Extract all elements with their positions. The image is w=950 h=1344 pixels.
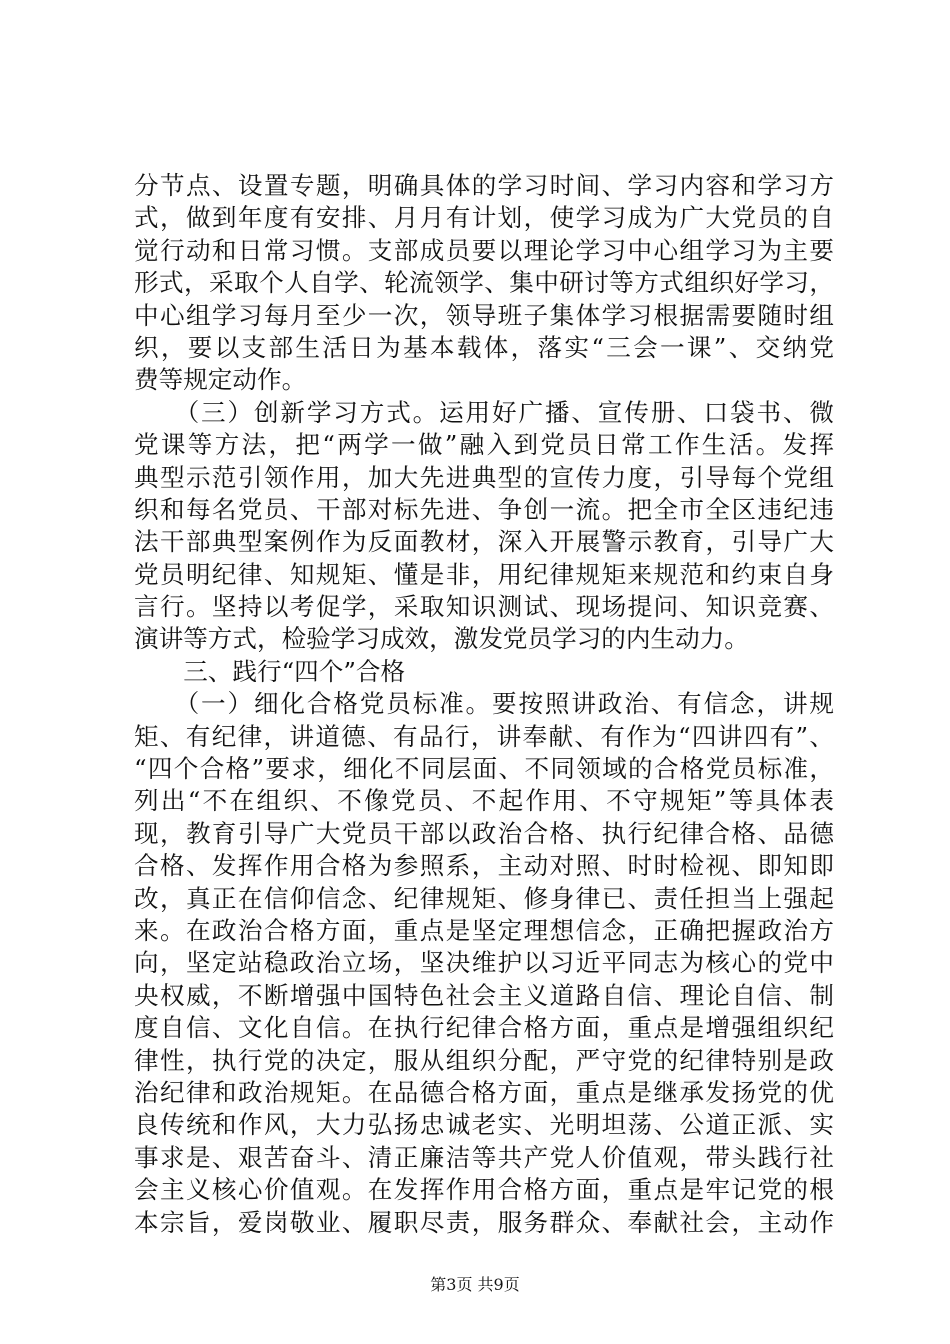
text-line: 本宗旨，爱岗敬业、履职尽责，服务群众、奉献社会，主动作 <box>134 1207 834 1237</box>
page-footer: 第3页 共9页 <box>430 1275 520 1294</box>
text-line: 演讲等方式，检验学习成效，激发党员学习的内生动力。 <box>134 624 749 654</box>
text-line: 式，做到年度有安排、月月有计划，使学习成为广大党员的自 <box>134 203 834 233</box>
text-line: 合格、发挥作用合格为参照系，主动对照、时时检视、即知即 <box>134 851 834 881</box>
text-line: 治纪律和政治规矩。在品德合格方面，重点是继承发扬党的优 <box>134 1077 834 1107</box>
text-line: 良传统和作风，大力弘扬忠诚老实、光明坦荡、公道正派、实 <box>134 1110 834 1140</box>
text-line: 三、践行“四个”合格 <box>134 656 406 686</box>
text-line: 央权威，不断增强中国特色社会主义道路自信、理论自信、制 <box>134 980 834 1010</box>
text-line: 形式，采取个人自学、轮流领学、集中研讨等方式组织好学习， <box>134 268 834 298</box>
text-line: 党员明纪律、知规矩、懂是非，用纪律规矩来规范和约束自身 <box>134 559 834 589</box>
text-line: 费等规定动作。 <box>134 365 307 395</box>
text-line: 度自信、文化自信。在执行纪律合格方面，重点是增强组织纪 <box>134 1013 834 1043</box>
text-line: 会主义核心价值观。在发挥作用合格方面，重点是牢记党的根 <box>134 1175 834 1205</box>
text-line: （三）创新学习方式。运用好广播、宣传册、口袋书、微 <box>134 397 834 427</box>
text-line: 织和每名党员、干部对标先进、争创一流。把全市全区违纪违 <box>134 494 834 524</box>
text-line: “四个合格”要求，细化不同层面、不同领域的合格党员标准， <box>134 754 834 784</box>
text-line: 列出“不在组织、不像党员、不起作用、不守规矩”等具体表 <box>134 786 834 816</box>
text-line: 律性，执行党的决定，服从组织分配，严守党的纪律特别是政 <box>134 1045 834 1075</box>
text-line: 中心组学习每月至少一次，领导班子集体学习根据需要随时组 <box>134 300 834 330</box>
text-line: 现，教育引导广大党员干部以政治合格、执行纪律合格、品德 <box>134 818 834 848</box>
body-text <box>134 170 834 1239</box>
text-line: 织，要以支部生活日为基本载体，落实“三会一课”、交纳党 <box>134 332 834 362</box>
text-line: 法干部典型案例作为反面教材，深入开展警示教育，引导广大 <box>134 527 834 557</box>
text-line: 党课等方法，把“两学一做”融入到党员日常工作生活。发挥 <box>134 430 834 460</box>
text-line: 典型示范引领作用，加大先进典型的宣传力度，引导每个党组 <box>134 462 834 492</box>
text-line: 来。在政治合格方面，重点是坚定理想信念，正确把握政治方 <box>134 915 834 945</box>
text-line: 言行。坚持以考促学，采取知识测试、现场提问、知识竞赛、 <box>134 592 834 622</box>
text-line: 事求是、艰苦奋斗、清正廉洁等共产党人价值观，带头践行社 <box>134 1142 834 1172</box>
text-line: 矩、有纪律，讲道德、有品行，讲奉献、有作为“四讲四有”、 <box>134 721 834 751</box>
text-line: 向，坚定站稳政治立场，坚决维护以习近平同志为核心的党中 <box>134 948 834 978</box>
text-line: 分节点、设置专题，明确具体的学习时间、学习内容和学习方 <box>134 171 834 200</box>
text-line: 觉行动和日常习惯。支部成员要以理论学习中心组学习为主要 <box>134 235 834 265</box>
text-line: （一）细化合格党员标准。要按照讲政治、有信念，讲规 <box>134 689 834 719</box>
text-line: 改，真正在信仰信念、纪律规矩、修身律已、责任担当上强起 <box>134 883 834 913</box>
